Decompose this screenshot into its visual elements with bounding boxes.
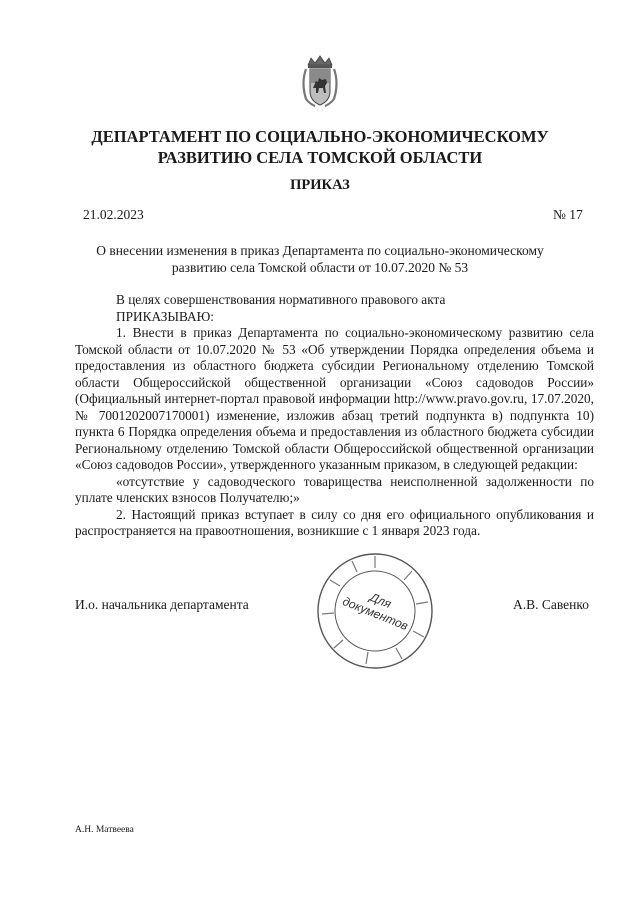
signatory-role: И.о. начальника департамента (75, 597, 249, 612)
document-body (75, 292, 594, 540)
order-item-2: 2. Настоящий приказ вступает в силу со дня его официального опубликования и распространяется на правоотношения, возникшие с 1 января 2023 года. (75, 506, 594, 538)
department-name-line1: ДЕПАРТАМЕНТ ПО СОЦИАЛЬНО-ЭКОНОМИЧЕСКОМУ (91, 127, 549, 146)
subject-line1: О внесении изменения в приказ Департамента по социально-экономическому (96, 243, 544, 258)
subject-line2: развитию села Томской области от 10.07.2020 № 53 (171, 259, 469, 275)
department-name-line2: РАЗВИТИЮ СЕЛА ТОМСКОЙ ОБЛАСТИ (157, 148, 483, 167)
document-subject (90, 243, 550, 276)
document-date: 21.02.2023 (83, 207, 144, 222)
tomsk-region-coat-of-arms-icon (300, 55, 340, 109)
document-number: № 17 (553, 207, 583, 222)
order-word: ПРИКАЗЫВАЮ: (116, 308, 214, 324)
department-name (40, 126, 600, 168)
amendment-quote: «отсутствие у садоводческого товарищества неисполненной задолженности по уплате членских взносов Получателю;» (75, 473, 594, 505)
signatory-name: А.В. Савенко (513, 597, 590, 612)
executor-name: А.Н. Матвеева (75, 825, 134, 835)
preamble: В целях совершенствования нормативного правового акта (116, 292, 446, 307)
stamp-label: Для документов (340, 589, 411, 633)
document-type: ПРИКАЗ (290, 177, 350, 193)
order-item-1: 1. Внести в приказ Департамента по социально-экономическому развитию села Томской области от 10.07.2020 № 53 «Об утверждении Порядка определения объема и предоставления из областного бюджета субсидии Региональному отделению Томской области Общероссийской общественной организации «Союз садоводов России» (Официальный интернет-портал правовой информации http://www.pravo.gov.ru, 17.07.2020, № 7001202007170001) изменение, изложив абзац третий подпункта в) подпункта 10) пункта 6 Порядка определения объема и предоставления из областного бюджета субсидии Региональному отделению Томской области Общероссийской общественной организации «Союз садоводов России», утвержденного указанным приказом, в следующей редакции: (75, 325, 594, 472)
